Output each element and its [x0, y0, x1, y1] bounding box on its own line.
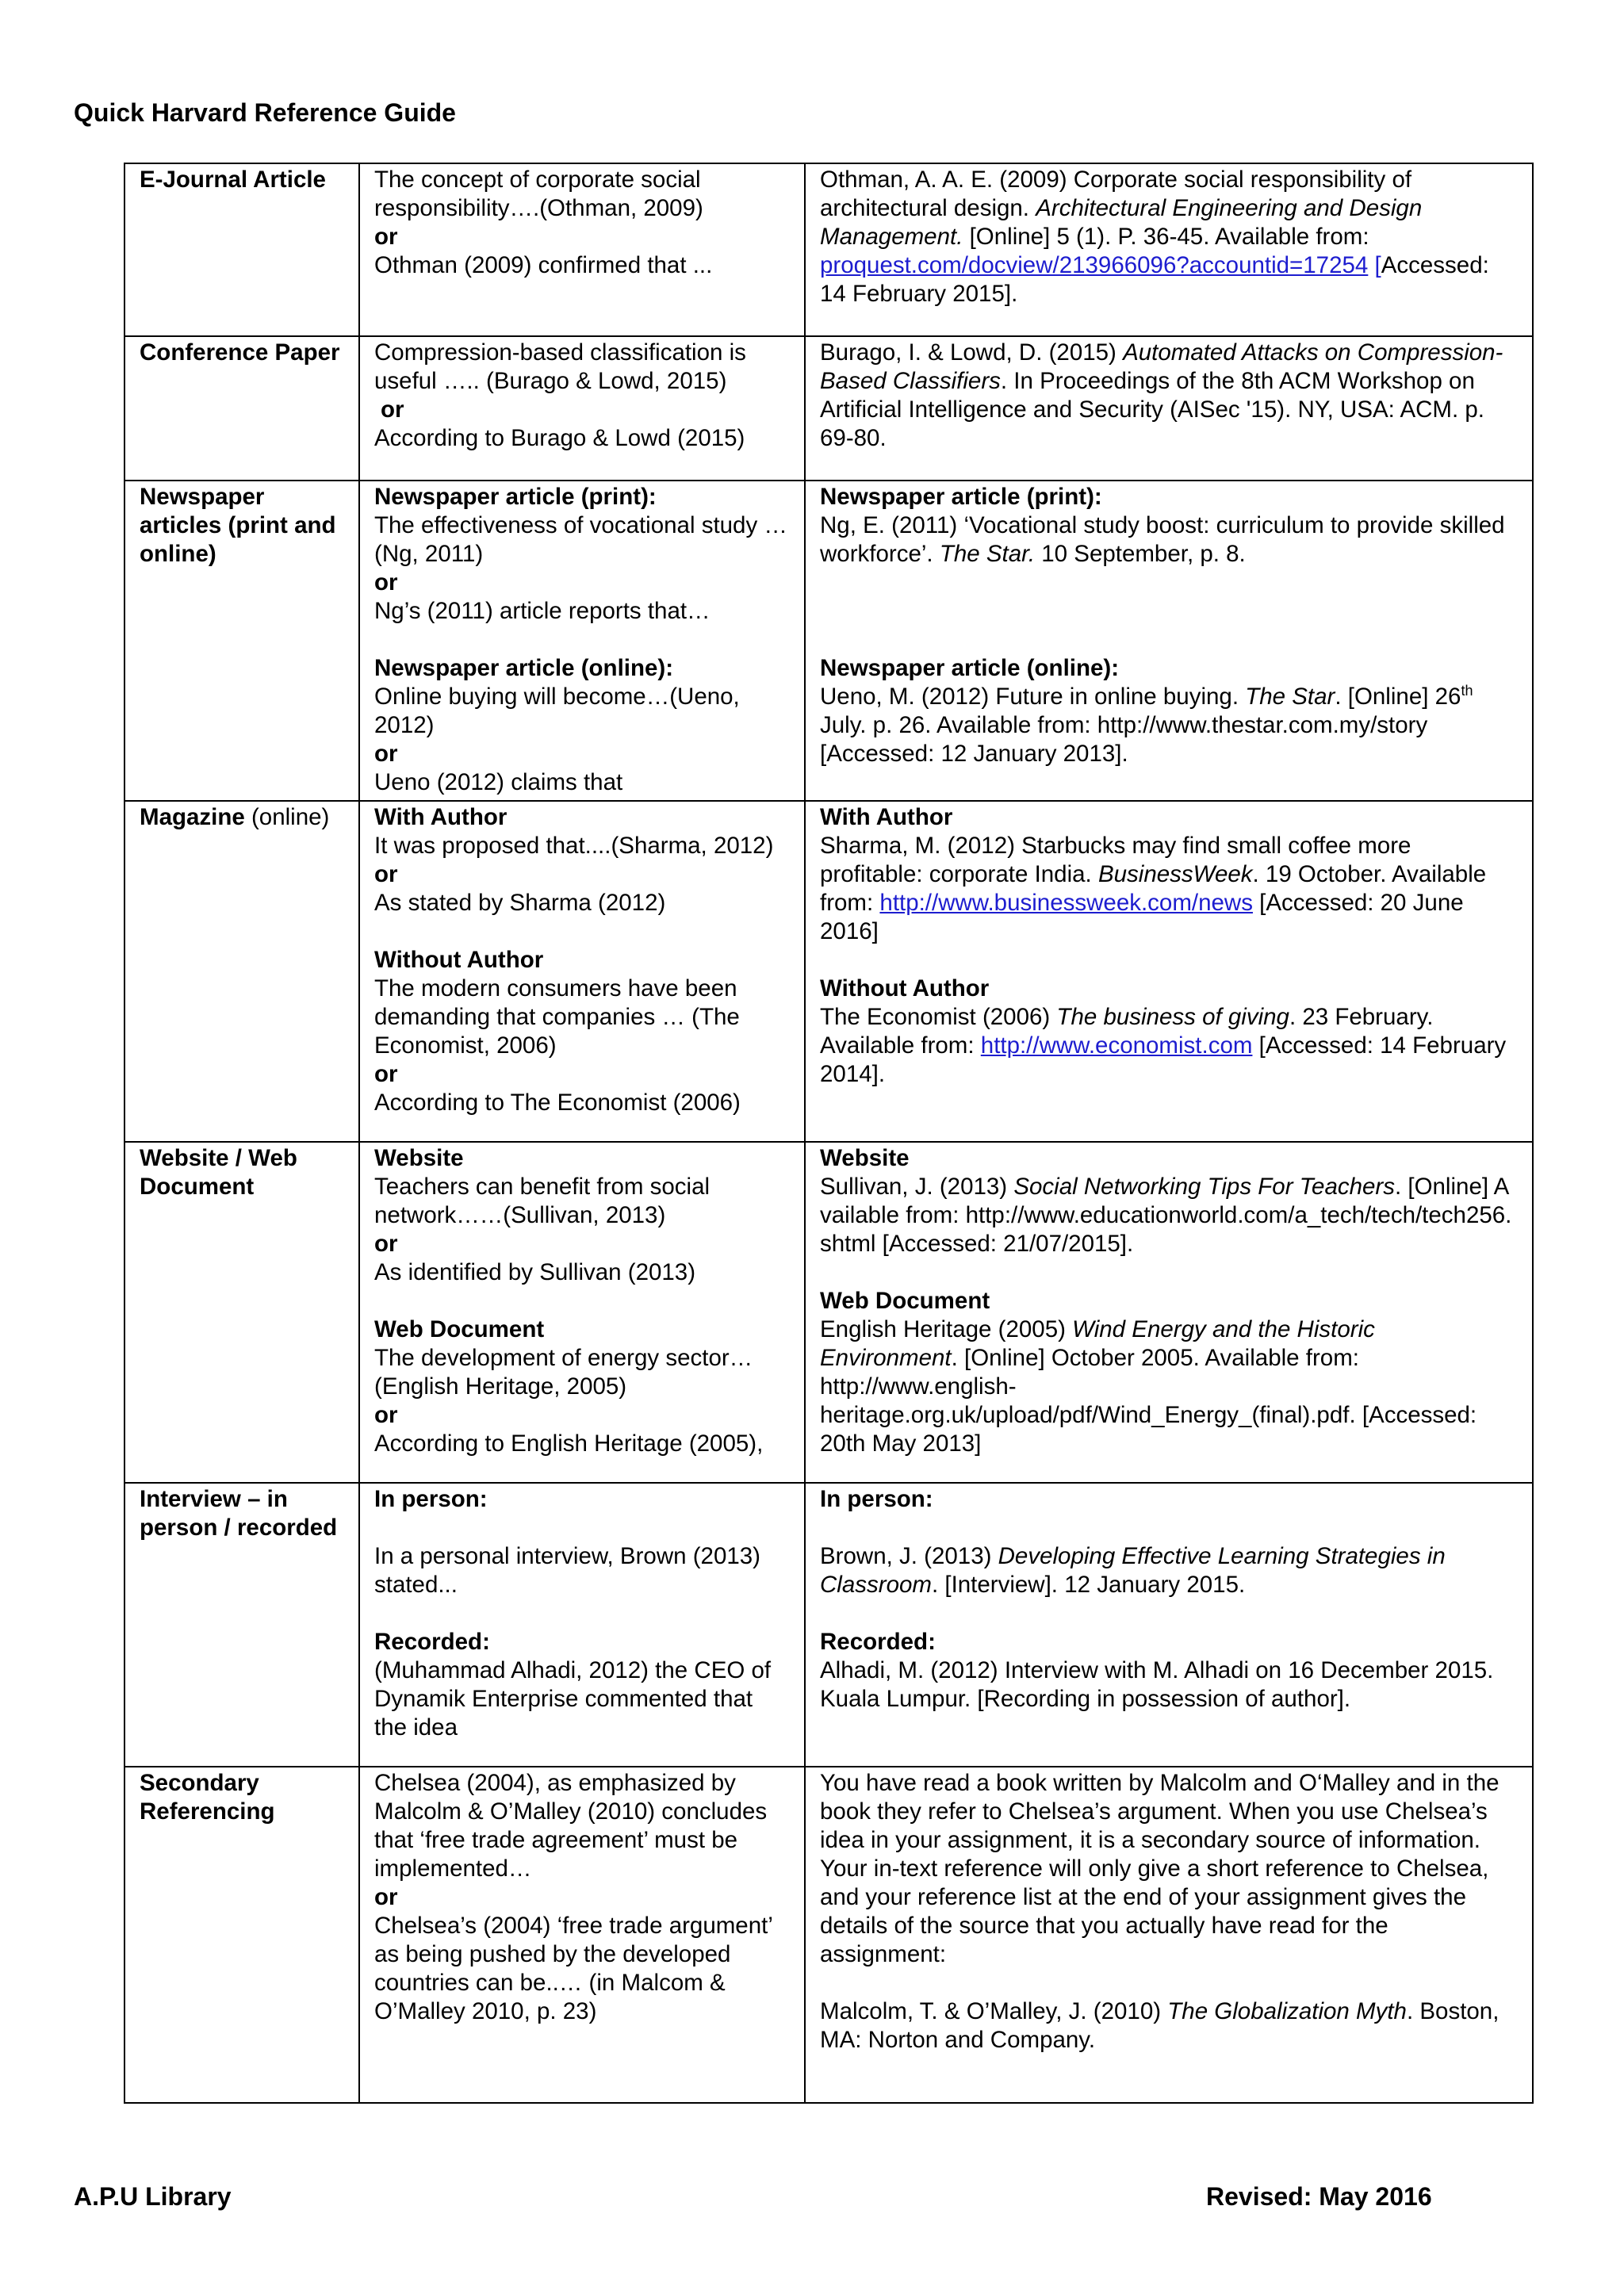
explanation-text: You have read a book written by Malcolm and O‘Malley and in the book they refer to Chelsea’s argument. When you use Chelsea’s idea in your assignment, it is a secondary source of information. Your in-text reference will only give a short reference to Chelsea, and your reference list at the end of your assignment gives the details of the source that you actually have read for the assignment: — [820, 1770, 1500, 1967]
in-text-cell — [359, 1142, 805, 1483]
source-type-label: Magazine — [140, 804, 245, 830]
source-type-label: Newspaper articles (print and online) — [140, 484, 336, 567]
reference-entry: The Economist (2006) The business of giving. 23 February. Available from: http://www.economist.com [Accessed: 14 February 2014]. — [820, 1004, 1507, 1087]
in-text-example: It was proposed that....(Sharma, 2012) — [374, 833, 774, 859]
source-type-cell — [124, 336, 359, 481]
reference-text: Burago, I. & Lowd, D. (2015) — [820, 339, 1124, 366]
in-text-example: The concept of corporate social responsibility….(Othman, 2009) — [374, 167, 703, 221]
table-row-magazine — [124, 801, 1533, 1142]
source-type-label: Conference Paper — [140, 339, 340, 366]
source-type-cell — [124, 1142, 359, 1483]
or-label: or — [374, 224, 398, 250]
in-text-example: As identified by Sullivan (2013) — [374, 1259, 696, 1285]
reference-list-cell — [805, 163, 1533, 336]
reference-list-cell — [805, 801, 1533, 1142]
subheading: Newspaper article (print): — [374, 484, 657, 510]
source-type-label: E-Journal Article — [140, 167, 326, 193]
reference-entry: Malcolm, T. & O’Malley, J. (2010) The Globalization Myth. Boston, MA: Norton and Company. — [820, 1998, 1500, 2053]
reference-entry: Sullivan, J. (2013) Social Networking Tips For Teachers. [Online] Available from: http://www.educationworld.com/a_tech/tech/tech256.shtml [Accessed: 21/07/2015]. — [820, 1174, 1512, 1257]
subheading: Web Document — [374, 1316, 545, 1342]
reference-list-cell — [805, 1483, 1533, 1767]
reference-list-cell — [805, 336, 1533, 481]
subheading: Without Author — [820, 975, 990, 1001]
in-text-example: As stated by Sharma (2012) — [374, 890, 666, 916]
or-label: or — [374, 1061, 398, 1087]
or-label: or — [374, 569, 398, 596]
table-row-interview — [124, 1483, 1533, 1767]
reference-list-cell — [805, 1767, 1533, 2103]
in-text-example: Teachers can benefit from social network……(Sullivan, 2013) — [374, 1174, 710, 1228]
in-text-example: The effectiveness of vocational study … (Ng, 2011) — [374, 512, 787, 567]
source-type-cell — [124, 1483, 359, 1767]
reference-text: [Online] 5 (1). P. 36-45. Available from: — [963, 224, 1369, 250]
in-text-cell — [359, 801, 805, 1142]
in-text-example: Othman (2009) confirmed that ... — [374, 252, 713, 278]
table-row-secondary — [124, 1767, 1533, 2103]
in-text-example: Ng’s (2011) article reports that… — [374, 598, 710, 624]
in-text-example: According to The Economist (2006) — [374, 1090, 741, 1116]
in-text-example: Online buying will become…(Ueno, 2012) — [374, 684, 740, 738]
source-type-cell — [124, 1767, 359, 2103]
source-type-qualifier: (online) — [244, 804, 330, 830]
reference-text: Accessed: 14 February 2015]. — [820, 252, 1489, 307]
in-text-example: Compression-based classification is useful ….. (Burago & Lowd, 2015) — [374, 339, 746, 394]
or-label: or — [374, 741, 398, 767]
reference-text: . In Proceedings of the 8th ACM Workshop on Artificial Intelligence and Security (AISec '15). NY, USA: ACM. p. 69-80. — [820, 368, 1484, 451]
subheading: With Author — [820, 804, 953, 830]
or-label: or — [374, 861, 398, 887]
reference-table — [124, 163, 1534, 2104]
in-text-cell — [359, 336, 805, 481]
businessweek-link[interactable]: http://www.businessweek.com/news — [879, 890, 1253, 916]
or-label: or — [374, 1884, 398, 1910]
proquest-link[interactable]: proquest.com/docview/213966096?accountid=17254 — [820, 252, 1369, 278]
reference-entry: Alhadi, M. (2012) Interview with M. Alhadi on 16 December 2015. Kuala Lumpur. [Recording in possession of author]. — [820, 1657, 1494, 1712]
reference-entry: Ng, E. (2011) ‘Vocational study boost: curriculum to provide skilled workforce’. The Star. 10 September, p. 8. — [820, 512, 1505, 567]
subheading: With Author — [374, 804, 508, 830]
subheading: In person: — [820, 1486, 933, 1512]
subheading: Newspaper article (online): — [820, 655, 1120, 681]
in-text-example: The development of energy sector…(English Heritage, 2005) — [374, 1345, 753, 1400]
subheading: In person: — [374, 1486, 488, 1512]
subheading: Website — [820, 1145, 910, 1171]
subheading: Website — [374, 1145, 464, 1171]
subheading: Recorded: — [374, 1629, 490, 1655]
reference-title-italic: Automated Attacks on Compression-Based Classifiers — [820, 339, 1503, 394]
reference-entry: Ueno, M. (2012) Future in online buying. The Star. [Online] 26th July. p. 26. Available from: http://www.thestar.com.my/story [Accessed: 12 January 2013]. — [820, 683, 1473, 767]
source-type-cell — [124, 801, 359, 1142]
in-text-example: According to Burago & Lowd (2015) — [374, 425, 745, 451]
in-text-example: The modern consumers have been demanding that companies … (The Economist, 2006) — [374, 975, 740, 1059]
in-text-cell — [359, 1767, 805, 2103]
table-row-ejournal — [124, 163, 1533, 336]
reference-title-italic: Architectural Engineering and Design Management. — [820, 195, 1423, 250]
subheading: Newspaper article (online): — [374, 655, 674, 681]
in-text-example: Ueno (2012) claims that — [374, 769, 623, 795]
page-title: Quick Harvard Reference Guide — [74, 98, 456, 127]
in-text-example: Chelsea’s (2004) ‘free trade argument’ as being pushed by the developed countries can be..… (in Malcom & O’Malley 2010, p. 23) — [374, 1913, 772, 2024]
reference-entry: English Heritage (2005) Wind Energy and the Historic Environment. [Online] October 2005. Available from: http://www.english-heritage.org.uk/upload/pdf/Wind_Energy_(final).pdf. [Accessed: 20th May 2013] — [820, 1316, 1477, 1457]
reference-list-cell — [805, 1142, 1533, 1483]
or-label: or — [381, 396, 404, 423]
in-text-example: Chelsea (2004), as emphasized by Malcolm & O’Malley (2010) concludes that ‘free trade agreement’ must be implemented… — [374, 1770, 768, 1882]
in-text-example: (Muhammad Alhadi, 2012) the CEO of Dynamik Enterprise commented that the idea — [374, 1657, 772, 1741]
source-type-cell — [124, 163, 359, 336]
footer-revised: Revised: May 2016 — [1206, 2182, 1432, 2211]
reference-entry: Brown, J. (2013) Developing Effective Learning Strategies in Classroom. [Interview]. 12 January 2015. — [820, 1543, 1446, 1598]
source-type-label: Secondary Referencing — [140, 1770, 275, 1825]
subheading: Recorded: — [820, 1629, 936, 1655]
source-type-cell — [124, 481, 359, 801]
in-text-cell — [359, 163, 805, 336]
subheading: Without Author — [374, 947, 544, 973]
proquest-link-bracket[interactable]: [ — [1374, 252, 1381, 278]
reference-entry: Sharma, M. (2012) Starbucks may find small coffee more profitable: corporate India. BusinessWeek. 19 October. Available from: http://www.businessweek.com/news [Accessed: 20 June 2016] — [820, 833, 1487, 944]
source-type-label: Website / Web Document — [140, 1145, 297, 1200]
reference-list-cell — [805, 481, 1533, 801]
or-label: or — [374, 1231, 398, 1257]
in-text-example: According to English Heritage (2005), — [374, 1430, 764, 1457]
in-text-example: In a personal interview, Brown (2013) stated... — [374, 1543, 761, 1598]
table-row-conference — [124, 336, 1533, 481]
or-label: or — [374, 1402, 398, 1428]
table-row-newspaper — [124, 481, 1533, 801]
table-row-website — [124, 1142, 1533, 1483]
in-text-cell — [359, 1483, 805, 1767]
in-text-cell — [359, 481, 805, 801]
source-type-label: Interview – in person / recorded — [140, 1486, 338, 1541]
subheading: Web Document — [820, 1288, 990, 1314]
economist-link[interactable]: http://www.economist.com — [980, 1032, 1253, 1059]
footer-library: A.P.U Library — [74, 2182, 232, 2211]
subheading: Newspaper article (print): — [820, 484, 1102, 510]
reference-text: Othman, A. A. E. (2009) Corporate social responsibility of architectural design. — [820, 167, 1412, 221]
